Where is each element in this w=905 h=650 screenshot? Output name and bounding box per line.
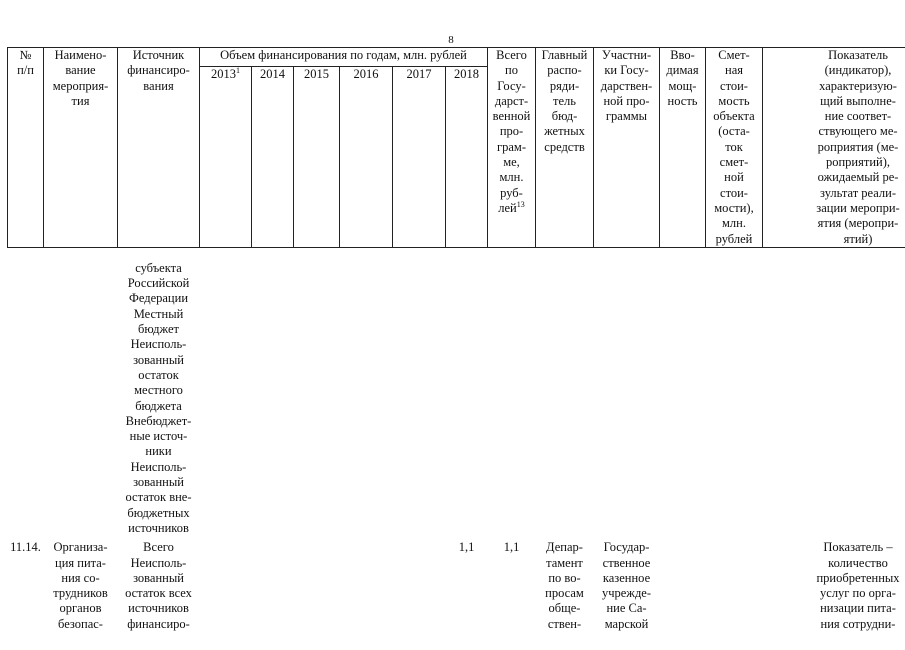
cell-indicator [763, 254, 905, 536]
cell-participants: Государ- ственное казенное учрежде- ние Са- марской [594, 536, 660, 650]
cell-2018: 1,1 [446, 536, 488, 650]
header-year-2017: 2017 [393, 66, 446, 247]
header-funding-source: Источник финансиро- вания [118, 48, 200, 248]
cell-2015 [294, 536, 340, 650]
cell-2013 [200, 254, 252, 536]
cell-2017 [393, 536, 446, 650]
table-row [8, 536, 905, 650]
table-row [8, 254, 905, 536]
cell-2016 [340, 254, 393, 536]
financing-table [7, 47, 905, 650]
cell-number: 11.14. [8, 536, 44, 650]
cell-capacity [660, 254, 706, 536]
cell-2014 [252, 536, 294, 650]
header-year-2014: 2014 [252, 66, 294, 247]
cell-participants [594, 254, 660, 536]
header-activity-name: Наимено- вание мероприя- тия [44, 48, 118, 248]
cell-2016 [340, 536, 393, 650]
cell-2014 [252, 254, 294, 536]
cell-source: Всего Неисполь- зованный остаток всех источников финансиро- [118, 536, 200, 650]
header-year-2018: 2018 [446, 66, 488, 247]
header-number: № п/п [8, 48, 44, 248]
cell-total: 1,1 [488, 536, 536, 650]
cell-estimate [706, 536, 763, 650]
header-financing-by-year: Объем финансирования по годам, млн. рублей [200, 48, 488, 67]
cell-2013 [200, 536, 252, 650]
cell-2015 [294, 254, 340, 536]
cell-name [44, 254, 118, 536]
cell-capacity [660, 536, 706, 650]
footnote-mark: 1 [236, 66, 240, 74]
cell-indicator: Показатель – количество приобретенных услуг по орга- низации пита- ния сотрудни- [763, 536, 905, 650]
cell-source: субъекта Российской Федерации Местный бюджет Неисполь- зованный остаток местного бюджета Внебюджет- ные источ- ники Неисполь- зованный остаток вне- бюджетных источников [118, 254, 200, 536]
header-participants: Участни- ки Госу- дарствен- ной про- граммы [594, 48, 660, 248]
page-number: 8 [445, 34, 457, 46]
cell-2018 [446, 254, 488, 536]
cell-manager [536, 254, 594, 536]
header-year-2013: 2013$^1$ [200, 66, 252, 247]
header-program-total: Всего по Госу- дарст- венной про- грам- ме, млн. руб- лей$^{13}$ [488, 48, 536, 248]
cell-name: Организа- ция пита- ния со- трудников органов безопас- [44, 536, 118, 650]
header-year-2016: 2016 [340, 66, 393, 247]
cell-estimate [706, 254, 763, 536]
header-capacity: Вво- димая мощ- ность [660, 48, 706, 248]
cell-2017 [393, 254, 446, 536]
footnote-mark: 13 [517, 200, 525, 209]
cell-total [488, 254, 536, 536]
cell-manager: Депар- тамент по во- просам обще- ствен- [536, 536, 594, 650]
header-year-2015: 2015 [294, 66, 340, 247]
header-indicator: Показатель (индикатор), характеризую- щий выполне- ние соответ- ствующего ме- роприятия (ме- роприятий), ожидаемый ре- зультат реали- зации меропри- ятия (меропри- ятий) [763, 48, 905, 248]
cell-number [8, 254, 44, 536]
header-chief-manager: Главный распо- ряди- тель бюд- жетных средств [536, 48, 594, 248]
header-estimated-cost: Смет- ная стои- мость объекта (оста- ток смет- ной стои- мости), млн. рублей [706, 48, 763, 248]
